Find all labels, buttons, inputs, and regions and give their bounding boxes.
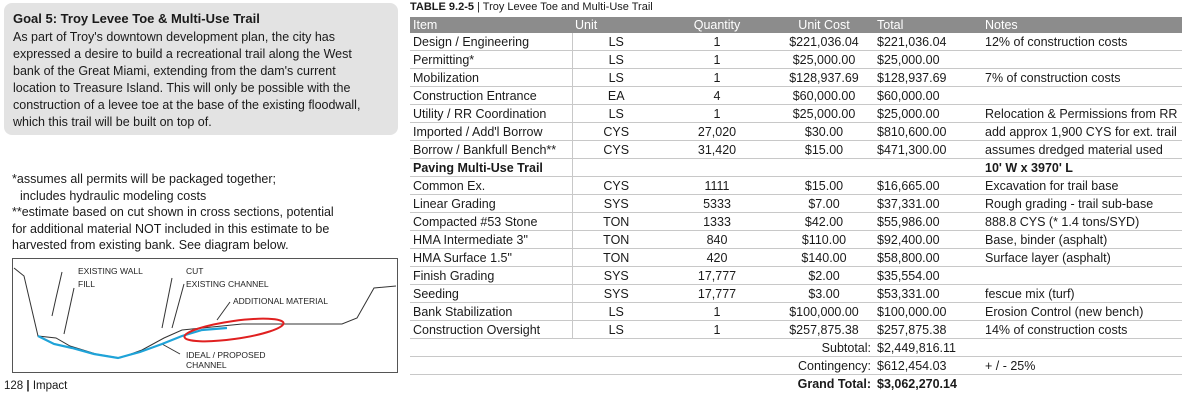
cell-unit: LS	[572, 303, 660, 321]
header-item: Item	[410, 17, 572, 33]
cell-item: Imported / Add'l Borrow	[410, 123, 572, 141]
goal-line: location to Treasure Island. This will only be possible with the	[13, 81, 351, 95]
cell-notes	[982, 267, 1182, 285]
cell-unit-cost: $7.00	[774, 195, 874, 213]
goal-line: As part of Troy's downtown development plan, the city has	[13, 30, 336, 44]
goal-description	[13, 29, 389, 131]
goal-line: which this trail will be built on top of.	[13, 115, 212, 129]
cell-notes: 7% of construction costs	[982, 69, 1182, 87]
page-number: 128	[4, 380, 24, 392]
section-row	[410, 159, 1182, 177]
table-row	[410, 105, 1182, 123]
cell-item: Borrow / Bankfull Bench**	[410, 141, 572, 159]
cell-unit: EA	[572, 87, 660, 105]
cell-unit: TON	[572, 249, 660, 267]
section-label: Paving Multi-Use Trail	[410, 159, 572, 177]
cell-total: $25,000.00	[874, 51, 982, 69]
cell-unit: CYS	[572, 177, 660, 195]
footnote-permits: *assumes all permits will be packaged together;	[12, 172, 277, 186]
cell-quantity: 4	[660, 87, 774, 105]
table-row	[410, 267, 1182, 285]
cell-notes: 888.8 CYS (* 1.4 tons/SYD)	[982, 213, 1182, 231]
cell-quantity: 5333	[660, 195, 774, 213]
cell-notes: Erosion Control (new bench)	[982, 303, 1182, 321]
cell-quantity: 1333	[660, 213, 774, 231]
cell-total: $471,300.00	[874, 141, 982, 159]
table-number: TABLE 9.2-5	[410, 1, 474, 13]
cell-unit: TON	[572, 213, 660, 231]
cell-quantity: 1111	[660, 177, 774, 195]
cell-item: Utility / RR Coordination	[410, 105, 572, 123]
cell-total: $128,937.69	[874, 69, 982, 87]
table-row	[410, 69, 1182, 87]
cell-total: $221,036.04	[874, 33, 982, 51]
cell-notes	[982, 87, 1182, 105]
header-quantity: Quantity	[660, 17, 774, 33]
cell-unit-cost: $2.00	[774, 267, 874, 285]
table-row	[410, 123, 1182, 141]
empty-cell	[572, 159, 660, 177]
header-notes: Notes	[982, 17, 1182, 33]
cell-unit-cost: $110.00	[774, 231, 874, 249]
cell-item: HMA Intermediate 3"	[410, 231, 572, 249]
empty-cell	[982, 339, 1182, 357]
cell-item: Permitting*	[410, 51, 572, 69]
cell-unit: LS	[572, 69, 660, 87]
cell-item: Bank Stabilization	[410, 303, 572, 321]
cell-unit-cost: $221,036.04	[774, 33, 874, 51]
empty-cell	[874, 159, 982, 177]
cell-quantity: 1	[660, 51, 774, 69]
cross-section-svg	[12, 258, 398, 373]
cell-item: Mobilization	[410, 69, 572, 87]
cell-unit-cost: $30.00	[774, 123, 874, 141]
contingency-value: $612,454.03	[874, 357, 982, 375]
table-row	[410, 303, 1182, 321]
empty-cell	[660, 339, 774, 357]
contingency-label: Contingency:	[774, 357, 874, 375]
empty-cell	[410, 375, 572, 393]
cell-unit: TON	[572, 231, 660, 249]
table-row	[410, 141, 1182, 159]
table-row	[410, 321, 1182, 339]
cell-item: Common Ex.	[410, 177, 572, 195]
cell-total: $100,000.00	[874, 303, 982, 321]
cell-quantity: 1	[660, 33, 774, 51]
cell-unit: LS	[572, 33, 660, 51]
cell-item: Seeding	[410, 285, 572, 303]
cell-total: $25,000.00	[874, 105, 982, 123]
cell-total: $35,554.00	[874, 267, 982, 285]
cell-notes: Rough grading - trail sub-base	[982, 195, 1182, 213]
table-title: | Troy Levee Toe and Multi-Use Trail	[473, 1, 653, 13]
cell-item: Construction Entrance	[410, 87, 572, 105]
cell-total: $53,331.00	[874, 285, 982, 303]
empty-cell	[982, 375, 1182, 393]
section-note: 10' W x 3970' L	[982, 159, 1182, 177]
goal-summary-box	[4, 3, 398, 135]
empty-cell	[660, 375, 774, 393]
label-existing-channel: EXISTING CHANNEL	[186, 279, 269, 289]
cell-item: Linear Grading	[410, 195, 572, 213]
cell-notes: 14% of construction costs	[982, 321, 1182, 339]
cost-estimate-table	[410, 17, 1182, 392]
cell-total: $16,665.00	[874, 177, 982, 195]
cell-item: Design / Engineering	[410, 33, 572, 51]
table-row	[410, 285, 1182, 303]
cell-quantity: 1	[660, 321, 774, 339]
cell-quantity: 1	[660, 69, 774, 87]
cell-total: $37,331.00	[874, 195, 982, 213]
cell-quantity: 17,777	[660, 285, 774, 303]
cell-item: Construction Oversight	[410, 321, 572, 339]
subtotal-row	[410, 339, 1182, 357]
cell-unit-cost: $25,000.00	[774, 105, 874, 123]
empty-cell	[410, 339, 572, 357]
empty-cell	[572, 375, 660, 393]
cross-section-diagram	[12, 258, 398, 373]
table-row	[410, 249, 1182, 267]
table-row	[410, 213, 1182, 231]
footnote-borrow-cont: harvested from existing bank. See diagram below.	[12, 238, 289, 252]
table-row	[410, 177, 1182, 195]
cell-quantity: 840	[660, 231, 774, 249]
empty-cell	[410, 357, 572, 375]
cell-unit: CYS	[572, 141, 660, 159]
subtotal-value: $2,449,816.11	[874, 339, 982, 357]
cell-unit-cost: $100,000.00	[774, 303, 874, 321]
footnote-borrow: **estimate based on cut shown in cross sections, potential	[12, 205, 334, 219]
contingency-row	[410, 357, 1182, 375]
cell-total: $60,000.00	[874, 87, 982, 105]
empty-cell	[572, 357, 660, 375]
table-row	[410, 87, 1182, 105]
grand-total-label: Grand Total:	[797, 376, 871, 391]
cell-unit-cost: $3.00	[774, 285, 874, 303]
grand-total-row	[410, 375, 1182, 393]
footnote-permits-cont: includes hydraulic modeling costs	[20, 188, 207, 203]
cell-unit-cost: $25,000.00	[774, 51, 874, 69]
goal-title: Goal 5: Troy Levee Toe & Multi-Use Trail	[13, 11, 260, 26]
cell-total: $257,875.38	[874, 321, 982, 339]
cell-unit-cost: $60,000.00	[774, 87, 874, 105]
cell-notes: fescue mix (turf)	[982, 285, 1182, 303]
empty-cell	[660, 357, 774, 375]
cell-item: Compacted #53 Stone	[410, 213, 572, 231]
cell-quantity: 1	[660, 303, 774, 321]
cell-notes: assumes dredged material used	[982, 141, 1182, 159]
cell-quantity: 31,420	[660, 141, 774, 159]
header-unit: Unit	[572, 17, 660, 33]
label-cut: CUT	[186, 266, 204, 276]
label-fill: FILL	[78, 279, 96, 289]
cell-total: $810,600.00	[874, 123, 982, 141]
table-row	[410, 231, 1182, 249]
cell-notes: add approx 1,900 CYS for ext. trail	[982, 123, 1182, 141]
footnotes	[12, 171, 392, 254]
cell-unit: CYS	[572, 123, 660, 141]
goal-line: construction of a levee toe at the base of the existing floodwall,	[13, 98, 361, 112]
empty-cell	[660, 159, 774, 177]
cell-unit-cost: $15.00	[774, 177, 874, 195]
empty-cell	[572, 339, 660, 357]
subtotal-label: Subtotal:	[774, 339, 874, 357]
table-body	[410, 33, 1182, 392]
cell-notes: Surface layer (asphalt)	[982, 249, 1182, 267]
page-footer: 128 | Impact	[4, 380, 68, 392]
cell-unit: SYS	[572, 267, 660, 285]
cell-unit: LS	[572, 51, 660, 69]
cell-notes: Excavation for trail base	[982, 177, 1182, 195]
cell-unit-cost: $140.00	[774, 249, 874, 267]
cell-notes: Relocation & Permissions from RR	[982, 105, 1182, 123]
grand-total-value: $3,062,270.14	[877, 376, 957, 391]
cell-unit-cost: $15.00	[774, 141, 874, 159]
goal-line: expressed a desire to build a recreational trail along the West	[13, 47, 352, 61]
page-section: Impact	[32, 380, 68, 392]
table-row	[410, 33, 1182, 51]
cell-unit: SYS	[572, 195, 660, 213]
header-total: Total	[874, 17, 982, 33]
table-caption	[410, 1, 653, 13]
goal-line: bank of the Great Miami, extending from the dam's current	[13, 64, 336, 78]
header-unit-cost: Unit Cost	[774, 17, 874, 33]
table-row	[410, 51, 1182, 69]
label-additional-material: ADDITIONAL MATERIAL	[233, 296, 328, 306]
cell-unit: SYS	[572, 285, 660, 303]
cell-unit-cost: $257,875.38	[774, 321, 874, 339]
cell-quantity: 27,020	[660, 123, 774, 141]
contingency-note: + / - 25%	[982, 357, 1182, 375]
cell-item: HMA Surface 1.5"	[410, 249, 572, 267]
cell-unit-cost: $128,937.69	[774, 69, 874, 87]
empty-cell	[774, 159, 874, 177]
cell-notes: 12% of construction costs	[982, 33, 1182, 51]
cell-unit: LS	[572, 105, 660, 123]
cell-quantity: 1	[660, 105, 774, 123]
cell-quantity: 17,777	[660, 267, 774, 285]
cell-total: $92,400.00	[874, 231, 982, 249]
cell-notes: Base, binder (asphalt)	[982, 231, 1182, 249]
table-header-row	[410, 17, 1182, 33]
table-row	[410, 195, 1182, 213]
cell-notes	[982, 51, 1182, 69]
label-channel: CHANNEL	[186, 360, 227, 370]
footnote-borrow-cont: for additional material NOT included in this estimate to be	[12, 221, 330, 236]
label-ideal-proposed: IDEAL / PROPOSED	[186, 350, 266, 360]
cell-unit: LS	[572, 321, 660, 339]
cell-quantity: 420	[660, 249, 774, 267]
cell-total: $55,986.00	[874, 213, 982, 231]
cell-total: $58,800.00	[874, 249, 982, 267]
label-existing-wall: EXISTING WALL	[78, 266, 143, 276]
cell-unit-cost: $42.00	[774, 213, 874, 231]
cell-item: Finish Grading	[410, 267, 572, 285]
